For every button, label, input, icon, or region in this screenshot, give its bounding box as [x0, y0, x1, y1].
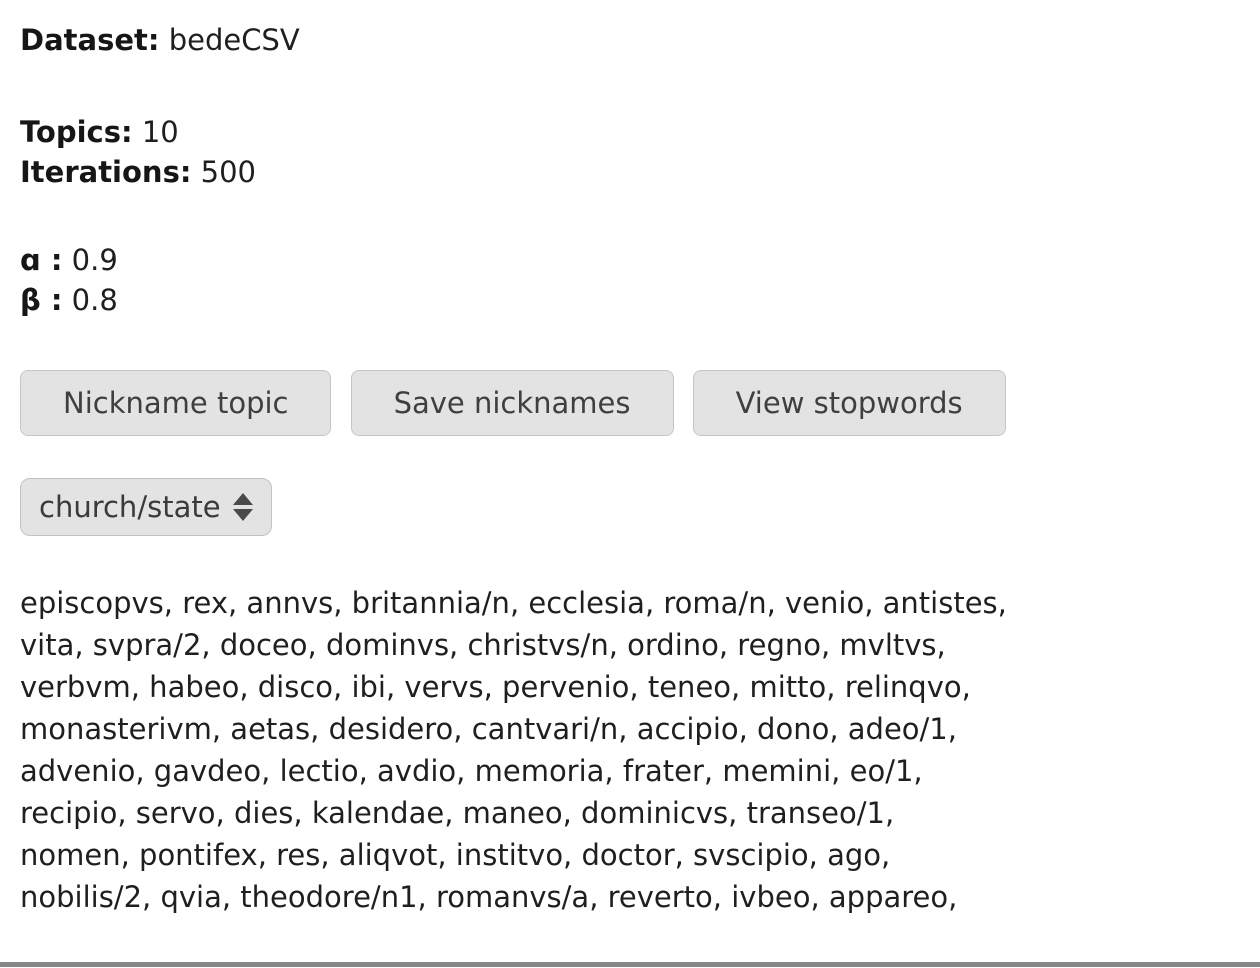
topics-line — [20, 112, 1240, 152]
dataset-value: bedeCSV — [168, 23, 300, 57]
topic-words-line: episcopvs, rex, annvs, britannia/n, ecclesia, roma/n, venio, antistes, — [20, 586, 1007, 620]
topic-word-list — [20, 582, 1240, 918]
hyperparameters — [20, 240, 1240, 320]
view-stopwords-button[interactable]: View stopwords — [693, 370, 1006, 436]
alpha-label: ɑ : — [20, 243, 63, 277]
beta-line — [20, 280, 1240, 320]
topics-label: Topics: — [20, 115, 133, 149]
arrow-up-icon — [233, 493, 253, 505]
iterations-label: Iterations: — [20, 155, 192, 189]
arrow-down-icon — [233, 509, 253, 521]
beta-value: 0.8 — [71, 283, 118, 317]
dataset-label: Dataset: — [20, 23, 160, 57]
horizontal-divider — [0, 962, 1260, 967]
topic-words-line: advenio, gavdeo, lectio, avdio, memoria, frater, memini, eo/1, — [20, 754, 923, 788]
iterations-line — [20, 152, 1240, 192]
topic-selector-row — [20, 478, 1240, 536]
topics-value: 10 — [141, 115, 179, 149]
toolbar — [20, 370, 1240, 436]
dataset-line — [20, 20, 1240, 60]
alpha-line — [20, 240, 1240, 280]
topic-words-line: nobilis/2, qvia, theodore/n1, romanvs/a, reverto, ivbeo, appareo, — [20, 880, 958, 914]
topic-words-line: recipio, servo, dies, kalendae, maneo, dominicvs, transeo/1, — [20, 796, 895, 830]
topic-words-line: monasterivm, aetas, desidero, cantvari/n, accipio, dono, adeo/1, — [20, 712, 957, 746]
topic-words-line: nomen, pontifex, res, aliqvot, institvo, doctor, svscipio, ago, — [20, 838, 891, 872]
alpha-value: 0.9 — [71, 243, 118, 277]
iterations-value: 500 — [200, 155, 257, 189]
topic-select-value: church/state — [39, 490, 221, 524]
model-settings — [20, 112, 1240, 192]
nickname-topic-button[interactable]: Nickname topic — [20, 370, 331, 436]
topic-words-line: vita, svpra/2, doceo, dominvs, christvs/n, ordino, regno, mvltvs, — [20, 628, 946, 662]
select-up-down-arrows-icon — [233, 493, 253, 521]
beta-label: β : — [20, 283, 63, 317]
topic-words-line: verbvm, habeo, disco, ibi, vervs, pervenio, teneo, mitto, relinqvo, — [20, 670, 971, 704]
topic-select[interactable] — [20, 478, 272, 536]
save-nicknames-button[interactable]: Save nicknames — [351, 370, 674, 436]
